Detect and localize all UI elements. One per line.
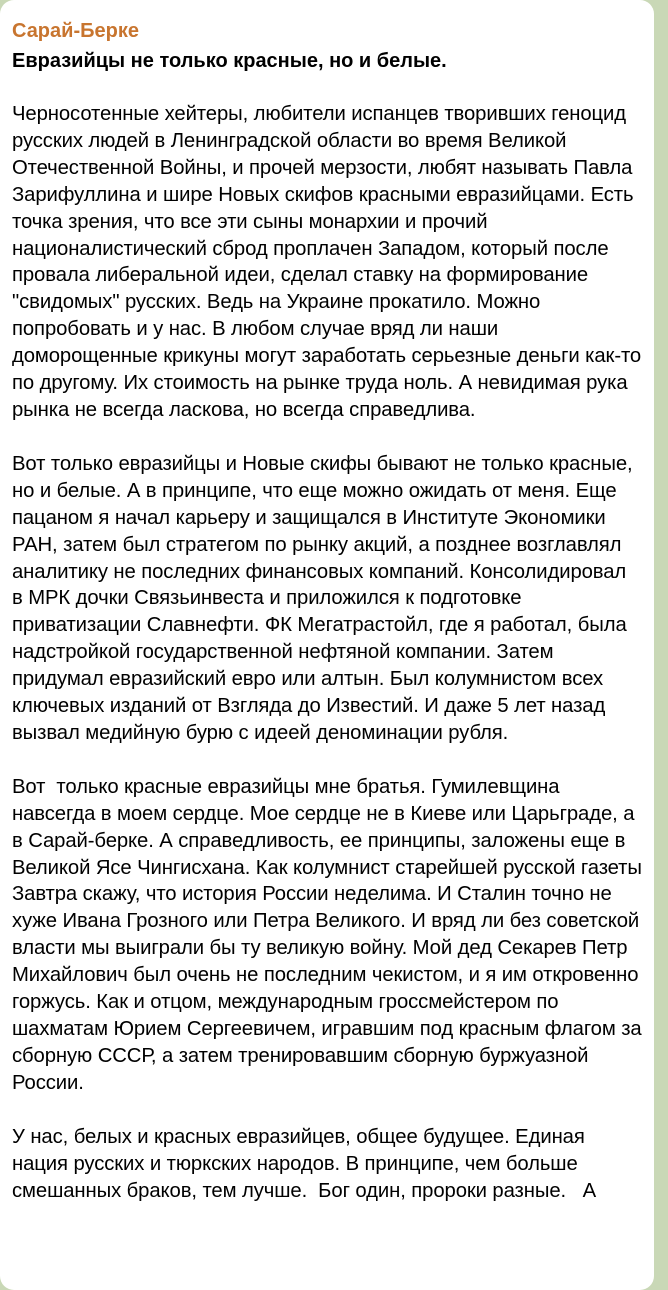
channel-author-name[interactable]: Сарай-Берке [12,20,139,42]
post-paragraph-2: Вот только евразийцы и Новые скифы бывают не только красные, но и белые. А в принципе, что еще можно ожидать от меня. Еще пацаном я начал карьеру и защищался в Институте Экономики РАН, затем был стратегом по рынку акций, а позднее возглавлял аналитику не последних финансовых компаний. Консолидировал в МРК дочки Связьинвеста и приложился к подготовке приватизации Славнефти. ФК Мегатрастойл, где я работал, была надстройкой государственной нефтяной компании. Затем придумал евразийский евро или алтын. Был колумнистом всех ключевых изданий от Взгляда до Известий. И даже 5 лет назад вызвал медийную бурю с идеей деноминации рубля. [12,452,639,744]
chat-background-edge [654,0,668,1280]
post-headline: Евразийцы не только красные, но и белые. [12,50,447,72]
post-paragraph-3: Вот только красные евразийцы мне братья. Гумилевщина навсегда в моем сердце. Мое сердце не в Киеве или Царьграде, а в Сарай-берке. А справедливость, ее принципы, заложены еще в Великой Ясе Чингисхана. Как колумнист старейшей русской газеты Завтра скажу, что история России неделима. И Сталин точно не хуже Ивана Грозного или Петра Великого. И вряд ли без советской власти мы выиграли бы ту великую войну. Мой дед Секарев Петр Михайлович был очень не последним чекистом, и я им откровенно горжусь. Как и отцом, международным гроссмейстером по шахматам Юрием Сергеевичем, игравшим под красным флагом за сборную СССР, а затем тренировавшим сборную буржуазной России. [12,775,648,1094]
post-paragraph-4: У нас, белых и красных евразийцев, общее будущее. Единая нация русских и тюркских народов. В принципе, чем больше смешанных браков, тем лучше. Бог один, пророки разные. А [12,1125,597,1202]
post-paragraph-1: Черносотенные хейтеры, любители испанцев творивших геноцид русских людей в Ленинградской области во время Великой Отечественной Войны, и прочей мерзости, любят называть Павла Зарифуллина и шире Новых скифов красными евразийцами. Есть точка зрения, что все эти сыны монархии и прочий националистический сброд проплачен Западом, который после провала либеральной идеи, сделал ставку на формирование "свидомых" русских. Ведь на Украине прокатило. Можно попробовать и у нас. В любом случае вряд ли наши доморощенные крикуны могут заработать серьезные деньги как-то по другому. Их стоимость на рынке труда ноль. А невидимая рука рынка не всегда ласкова, но всегда справедлива. [12,103,647,421]
